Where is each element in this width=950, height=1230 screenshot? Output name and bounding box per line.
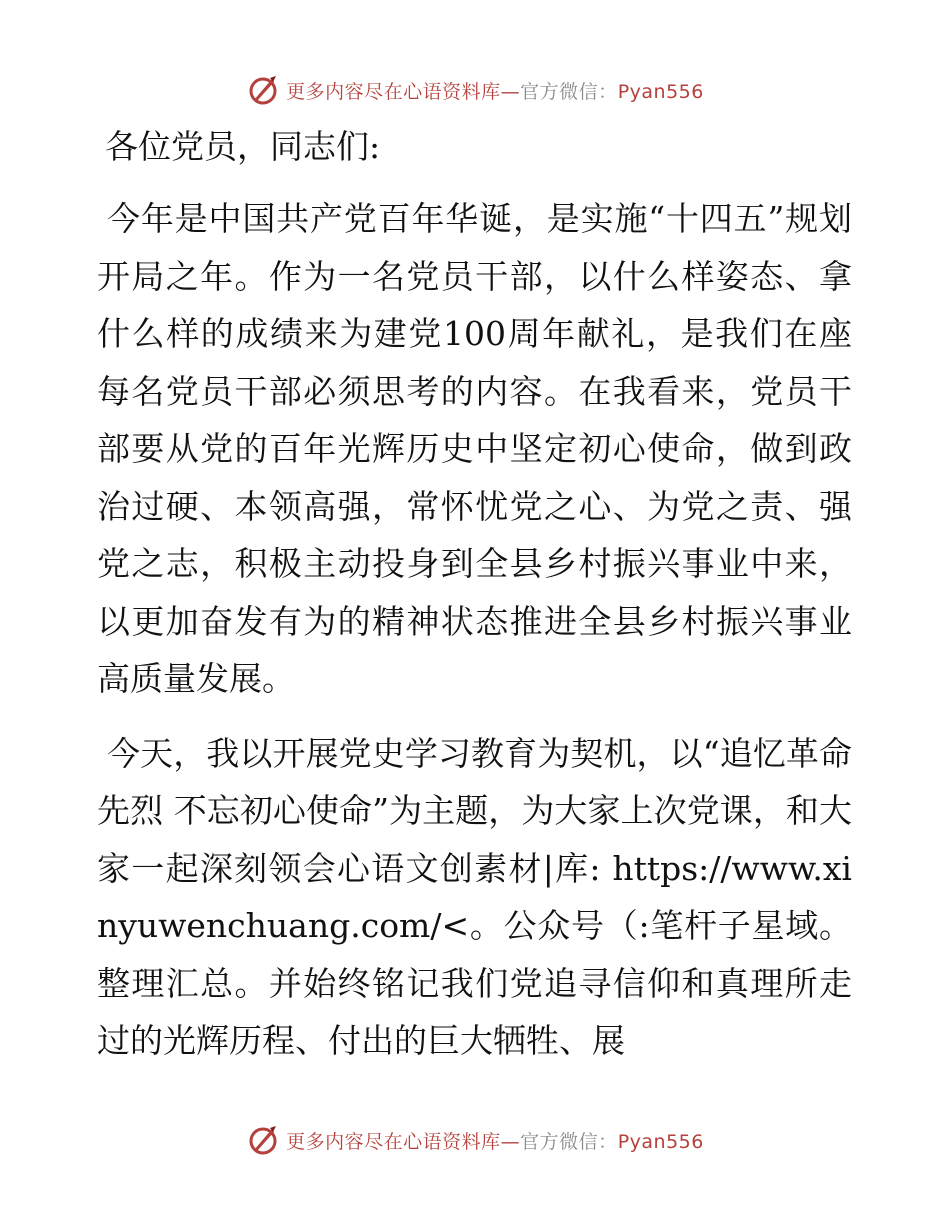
watermark-site-text: 更多内容尽在心语资料库— xyxy=(286,1130,521,1153)
watermark-text xyxy=(286,77,704,104)
paragraph-1: 今年是中国共产党百年华诞，是实施“十四五”规划开局之年。作为一名党员干部，以什么样姿态、拿什么样的成绩来为建党100周年献礼，是我们在座每名党员干部必须思考的内容。在我看来，党员干部要从党的百年光辉历史中坚定初心使命，做到政治过硬、本领高强，常怀忧党之心、为党之责、强党之志，积极主动投身到全县乡村振兴事业中来，以更加奋发有为的精神状态推进全县乡村振兴事业高质量发展。 xyxy=(97,199,852,698)
header-watermark xyxy=(0,70,950,110)
watermark-wechat-label: 官方微信： xyxy=(520,80,618,103)
footer-watermark xyxy=(0,1120,950,1160)
document-body xyxy=(97,124,852,1087)
watermark-text xyxy=(286,1127,704,1154)
watermark-wechat-id: Pyan556 xyxy=(617,80,704,103)
greeting: 各位党员，同志们: xyxy=(105,127,381,166)
watermark-wechat-label: 官方微信： xyxy=(520,1130,618,1153)
quill-logo-icon xyxy=(246,73,280,107)
quill-logo-icon xyxy=(246,1123,280,1157)
watermark-wechat-id: Pyan556 xyxy=(617,1130,704,1153)
watermark-site-text: 更多内容尽在心语资料库— xyxy=(286,80,521,103)
paragraph-2: 今天，我以开展党史学习教育为契机，以“追忆革命先烈 不忘初心使命”为主题，为大家上次党课，和大家一起深刻领会心语文创素材|库: https://www.xinyuwenchuang.com/<。公众号（:笔杆子星域。整理汇总。并始终铭记我们党追寻信仰和真理所走过的光辉历程、付出的巨大牺牲、展 xyxy=(97,733,852,1060)
